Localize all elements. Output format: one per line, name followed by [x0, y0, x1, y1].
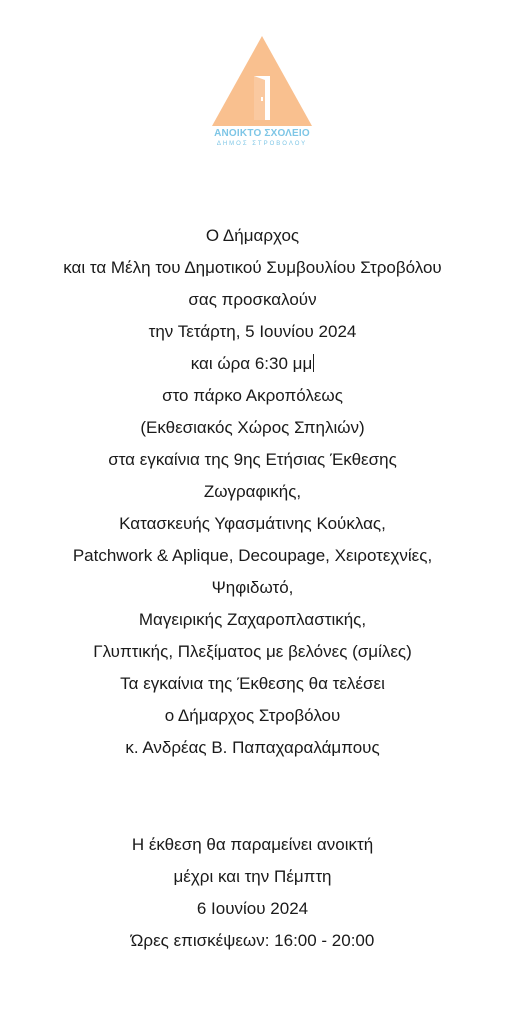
invitation-text [0, 220, 505, 764]
closing-line: Ώρες επισκέψεων: 16:00 - 20:00 [130, 931, 375, 950]
closing-line: μέχρι και την Πέμπτη [173, 867, 332, 886]
closing-line: 6 Ιουνίου 2024 [196, 899, 309, 918]
invitation-line: σας προσκαλούν [188, 290, 317, 309]
logo-title: ΑΝΟΙΚΤΟ ΣΧΟΛΕΙΟ [214, 128, 310, 139]
invitation-line: Ψηφιδωτό, [211, 578, 294, 597]
invitation-line: ο Δήμαρχος Στροβόλου [164, 706, 341, 725]
closing-line: Η έκθεση θα παραμείνει ανοικτή [131, 835, 374, 854]
invitation-line: και τα Μέλη του Δημοτικού Συμβουλίου Στροβόλου [63, 258, 442, 277]
invitation-line: στα εγκαίνια της 9ης Ετήσιας Έκθεσης [108, 450, 397, 469]
invitation-line: Τα εγκαίνια της Έκθεσης θα τελέσει [120, 674, 385, 693]
logo-subtitle: ΔΗΜΟΣ ΣΤΡΟΒΟΛΟΥ [216, 141, 308, 147]
door-triangle-icon [208, 34, 316, 129]
invitation-line: (Εκθεσιακός Χώρος Σπηλιών) [140, 418, 365, 437]
invitation-line: την Τετάρτη, 5 Ιουνίου 2024 [148, 322, 357, 341]
text-cursor [313, 354, 314, 372]
invitation-line: στο πάρκο Ακροπόλεως [162, 386, 343, 405]
invitation-line: Κατασκευής Υφασμάτινης Κούκλας, [119, 514, 386, 533]
anoikto-sxoleio-logo [208, 34, 316, 152]
invitation-line: Γλυπτικής, Πλεξίματος με βελόνες (σμίλες) [93, 642, 412, 661]
invitation-time-text: και ώρα 6:30 μμ [190, 354, 313, 373]
invitation-line: Ζωγραφικής, [203, 482, 302, 501]
invitation-time-line [0, 348, 505, 380]
exhibition-hours-text [0, 829, 505, 957]
invitation-line: Μαγειρικής Ζαχαροπλαστικής, [138, 610, 367, 629]
invitation-line: Ο Δήμαρχος [205, 226, 300, 245]
invitation-line: κ. Ανδρέας Β. Παπαχαραλάμπους [125, 738, 380, 757]
invitation-line: Patchwork & Aplique, Decoupage, Χειροτεχνίες, [72, 546, 433, 565]
